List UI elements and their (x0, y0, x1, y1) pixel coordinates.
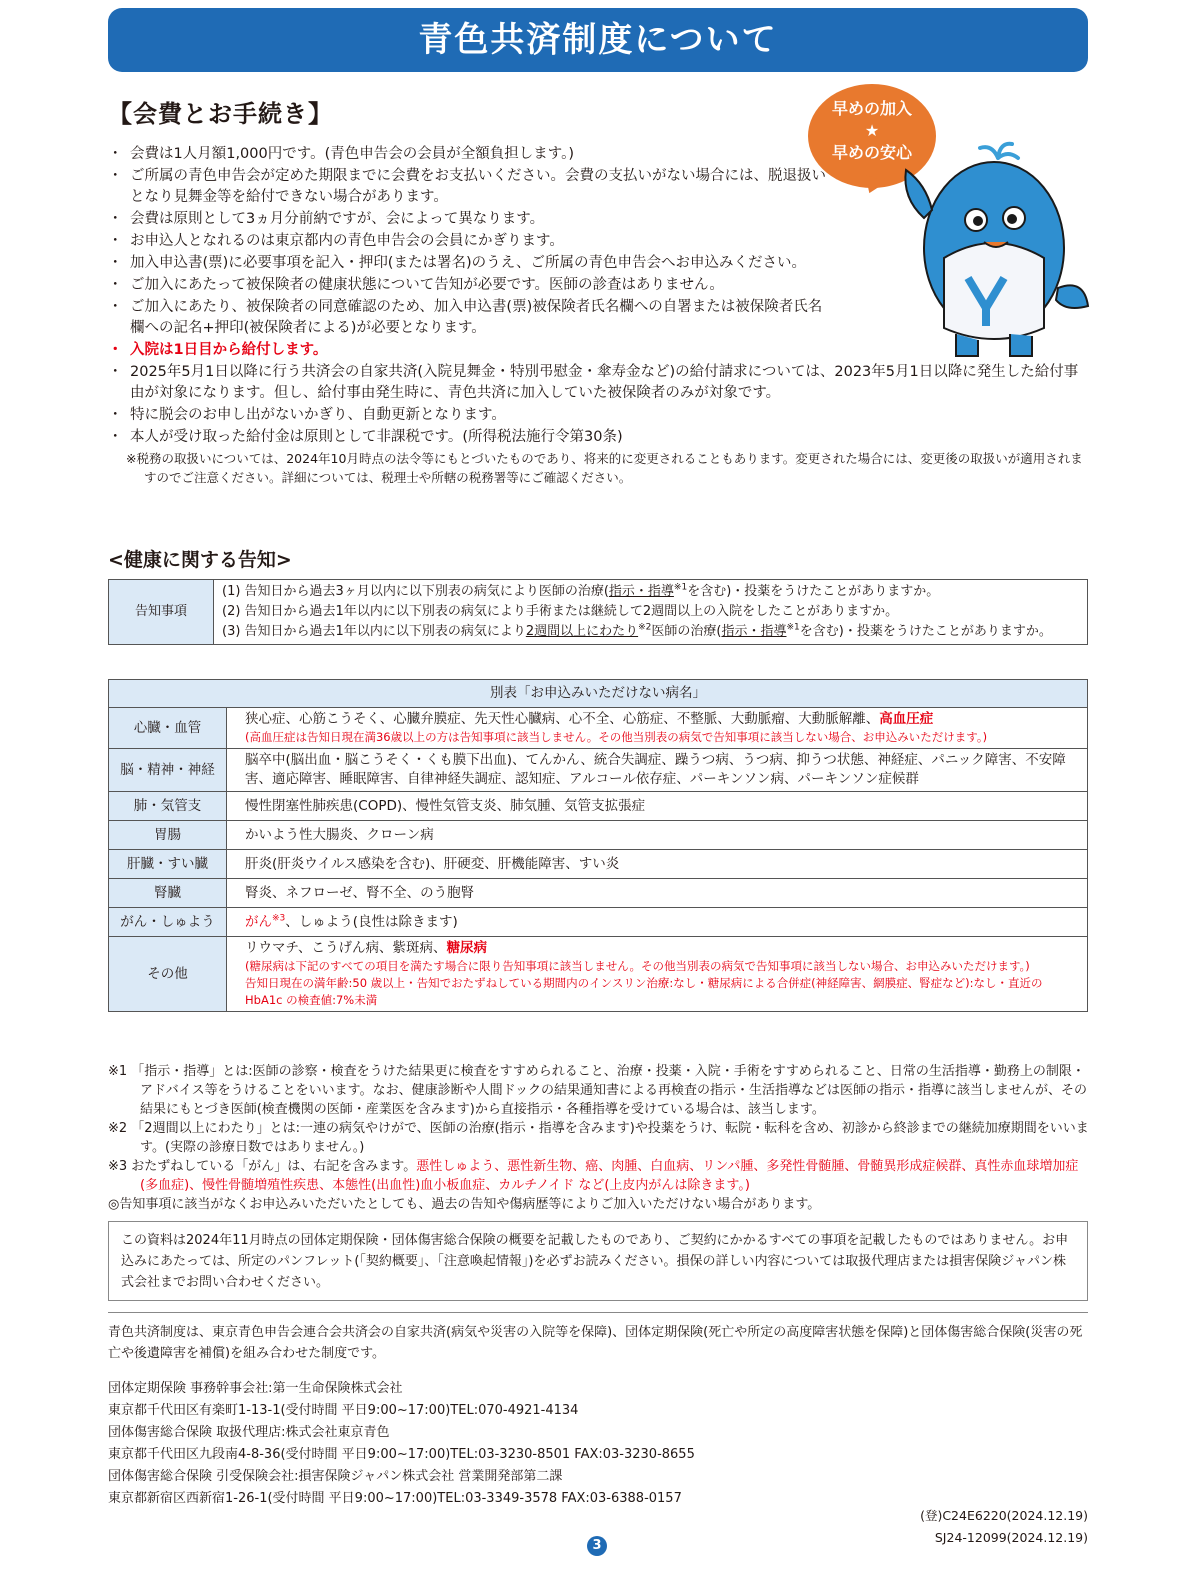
disease-category: 肺・気管支 (109, 792, 227, 821)
fee-item: ・ 本人が受け取った給付金は原則として非課税です。(所得税法施行令第30条) (108, 427, 1088, 448)
system-description: 青色共済制度は、東京青色申告会連合会共済会の自家共済(病気や災害の入院等を保障)、団体定期保険(死亡や所定の高度障害状態を保障)と団体傷害総合保険(災害の死亡や後遺障害を補償)を組み合わせた制度です。 (108, 1325, 1083, 1361)
document-code: (登)C24E6220(2024.12.19) (920, 1508, 1088, 1523)
disease-category: 肝臓・すい臓 (109, 850, 227, 879)
document-codes (920, 1505, 1088, 1549)
fee-item: ・ 会費は原則として3ヵ月分前納ですが、会によって異なります。 (108, 209, 836, 230)
footnote-3: ※3 おたずねしている「がん」は、右記を含みます。悪性しゅよう、悪性新生物、癌、肉腫、白血病、リンパ腫、多発性骨髄腫、骨髄異形成症候群、真性赤血球増加症(多血症)、慢性骨髄増殖性疾患、本態性(出血性)血小板血症、カルチノイド など(上皮内がんは除きます。) (108, 1159, 1079, 1193)
document-code: SJ24-12099(2024.12.19) (934, 1530, 1088, 1545)
tax-note: ※税務の取扱いについては、2024年10月時点の法令等にもとづいたものであり、将来的に変更されることもあります。変更された場合には、変更後の取扱いが適用されますのでご注意ください。詳細については、税理士や所轄の税務署等にご確認ください。 (126, 451, 1083, 485)
notice-table (108, 579, 1088, 645)
fee-item: ・ ご加入にあたり、被保険者の同意確認のため、加入申込書(票)被保険者氏名欄への自署または被保険者氏名欄への記名+押印(被保険者による)が必要となります。 (108, 297, 836, 339)
footnote-2: ※2 「2週間以上にわたり」とは:一連の病気やけがで、医師の治療(指示・指導を含みます)や投薬をうけ、転院・転科を含め、初診から終診までの継続加療期間をいいます。(実際の診療日数ではありません。) (108, 1121, 1089, 1155)
notice-label: 告知事項 (109, 580, 214, 645)
disease-category: 脳・精神・神経 (109, 749, 227, 792)
contact-line: 団体定期保険 事務幹事会社:第一生命保険株式会社 (108, 1381, 403, 1396)
contacts (108, 1378, 868, 1510)
fee-item-highlight: ・ 入院は1日目から給付します。 (108, 340, 1088, 361)
fee-item: ・ ご加入にあたって被保険者の健康状態について告知が必要です。医師の診査はありません。 (108, 275, 836, 296)
disease-list: 脳卒中(脳出血・脳こうそく・くも膜下出血)、てんかん、統合失調症、躁うつ病、うつ病、抑うつ状態、神経症、パニック障害、不安障害、適応障害、睡眠障害、自律神経失調症、認知症、アルコール依存症、パーキンソン病、パーキンソン症候群 (227, 749, 1088, 792)
disease-category: 胃腸 (109, 821, 227, 850)
contact-line: 団体傷害総合保険 引受保険会社:損害保険ジャパン株式会社 営業開発部第二課 (108, 1469, 563, 1484)
star-icon: ★ (864, 121, 880, 140)
notice-questions (214, 580, 1088, 645)
table-row (109, 937, 1088, 1012)
notice-q3: (3) 告知日から過去1年以内に以下別表の病気により2週間以上にわたり$^{※2}$医師の治療(指示・指導$^{※1}$を含む)・投薬をうけたことがありますか。 (222, 622, 1052, 639)
fee-item: ・ 特に脱会のお申し出がないかぎり、自動更新となります。 (108, 405, 1088, 426)
fee-item: ・ お申込人となれるのは東京都内の青色申告会の会員にかぎります。 (108, 231, 836, 252)
disease-category: その他 (109, 937, 227, 1012)
contact-line: 団体傷害総合保険 取扱代理店:株式会社東京青色 (108, 1425, 390, 1440)
disease-list: 肝炎(肝炎ウイルス感染を含む)、肝硬変、肝機能障害、すい炎 (227, 850, 1088, 879)
page-number: 3 (587, 1536, 607, 1556)
disease-list: リウマチ、こうげん病、紫斑病、糖尿病 (糖尿病は下記のすべての項目を満たす場合に限り告知事項に該当しません。その他当別表の病気で告知事項に該当しない場合、お申込みいただけます。) 告知日現在の満年齢:50 歳以上・告知でおたずねしている期間内のインスリン治療:なし・糖尿病による合併症(神経障害、網膜症、腎症など):なし・直近の HbA1c の検査値:7%未満 (227, 937, 1088, 1012)
disease-category: 心臓・血管 (109, 708, 227, 749)
page-title: 青色共済制度について (108, 8, 1088, 72)
fees-heading: 【会費とお手続き】 (108, 100, 333, 128)
table-row (109, 708, 1088, 749)
footnote-1: ※1 「指示・指導」とは:医師の診察・検査をうけた結果更に検査をすすめられること、治療・投薬・入院・手術をすすめられること、日常の生活指導・勤務上の制限・アドバイス等をうけることをいいます。なお、健康診断や人間ドックの結果通知書による再検査の指示・生活指導などは医師の指示・指導に該当しませんが、その結果にもとづき医師(検査機関の医師・産業医を含みます)から直接指示・各種指導を受けている場合は、該当します。 (108, 1064, 1088, 1117)
fees-section (108, 96, 1088, 487)
contact-line: 東京都千代田区九段南4-8-36(受付時間 平日9:00~17:00)TEL:03-3230-8501 FAX:03-3230-8655 (108, 1447, 695, 1462)
fee-item: ・ 加入申込書(票)に必要事項を記入・押印(または署名)のうえ、ご所属の青色申告会へお申込みください。 (108, 253, 836, 274)
notice-q1: (1) 告知日から過去3ヶ月以内に以下別表の病気により医師の治療(指示・指導$^{※1}$を含む)・投薬をうけたことがありますか。 (222, 582, 940, 599)
contact-line: 東京都新宿区西新宿1-26-1(受付時間 平日9:00~17:00)TEL:03-3349-3578 FAX:03-6388-0157 (108, 1491, 682, 1506)
bubble-line2: 早めの安心 (831, 143, 912, 162)
bubble-line1: 早めの加入 (831, 99, 912, 118)
disease-list: 狭心症、心筋こうそく、心臓弁膜症、先天性心臓病、心不全、心筋症、不整脈、大動脈瘤、大動脈解離、高血圧症 (高血圧症は告知日現在満36歳以上の方は告知事項に該当しません。その他当別表の病気で告知事項に該当しない場合、お申込みいただけます。) (227, 708, 1088, 749)
table-row (109, 908, 1088, 937)
disease-table-header: 別表「お申込みいただけない病名」 (109, 680, 1088, 708)
disease-list: 腎炎、ネフローゼ、腎不全、のう胞腎 (227, 879, 1088, 908)
fee-item: ・ 会費は1人月額1,000円です。(青色申告会の会員が全額負担します。) (108, 144, 836, 165)
contact-line: 東京都千代田区有楽町1-13-1(受付時間 平日9:00~17:00)TEL:070-4921-4134 (108, 1403, 579, 1418)
table-row (109, 879, 1088, 908)
disclaimer-box: この資料は2024年11月時点の団体定期保険・団体傷害総合保険の概要を記載したものであり、ご契約にかかるすべての事項を記載したものではありません。お申込みにあたっては、所定のパンフレット(「契約概要」、「注意喚起情報」)を必ずお読みください。損保の詳しい内容については取扱代理店または損害保険ジャパン株式会社までお問い合わせください。 (108, 1221, 1088, 1301)
footnote-4: ◎告知事項に該当がなくお申込みいただいたとしても、過去の告知や傷病歴等によりご加入いただけない場合があります。 (108, 1197, 821, 1212)
table-row (109, 850, 1088, 879)
disease-category: がん・しゅよう (109, 908, 227, 937)
disease-category: 腎臓 (109, 879, 227, 908)
fee-item: ・ ご所属の青色申告会が定めた期限までに会費をお支払いください。会費の支払いがない場合には、脱退扱いとなり見舞金等を給付できない場合があります。 (108, 166, 836, 208)
disease-list: かいよう性大腸炎、クローン病 (227, 821, 1088, 850)
health-heading: <健康に関する告知> (108, 549, 292, 571)
table-row (109, 749, 1088, 792)
disease-list: 慢性閉塞性肺疾患(COPD)、慢性気管支炎、肺気腫、気管支拡張症 (227, 792, 1088, 821)
table-row (109, 821, 1088, 850)
notice-q2: (2) 告知日から過去1年以内に以下別表の病気により手術または継続して2週間以上の入院をしたことがありますか。 (222, 604, 899, 619)
footnotes (108, 1062, 1090, 1214)
table-row (109, 792, 1088, 821)
fee-item: ・ 2025年5月1日以降に行う共済会の自家共済(入院見舞金・特別弔慰金・傘寿金など)の給付請求については、2023年5月1日以降に発生した給付事由が対象になります。但し、給付事由発生時に、青色共済に加入していた被保険者のみが対象です。 (108, 362, 1088, 404)
disease-table (108, 679, 1088, 1012)
divider (108, 1312, 1088, 1313)
disease-list: がん$^{※3}$、しゅよう(良性は除きます) (227, 908, 1088, 937)
